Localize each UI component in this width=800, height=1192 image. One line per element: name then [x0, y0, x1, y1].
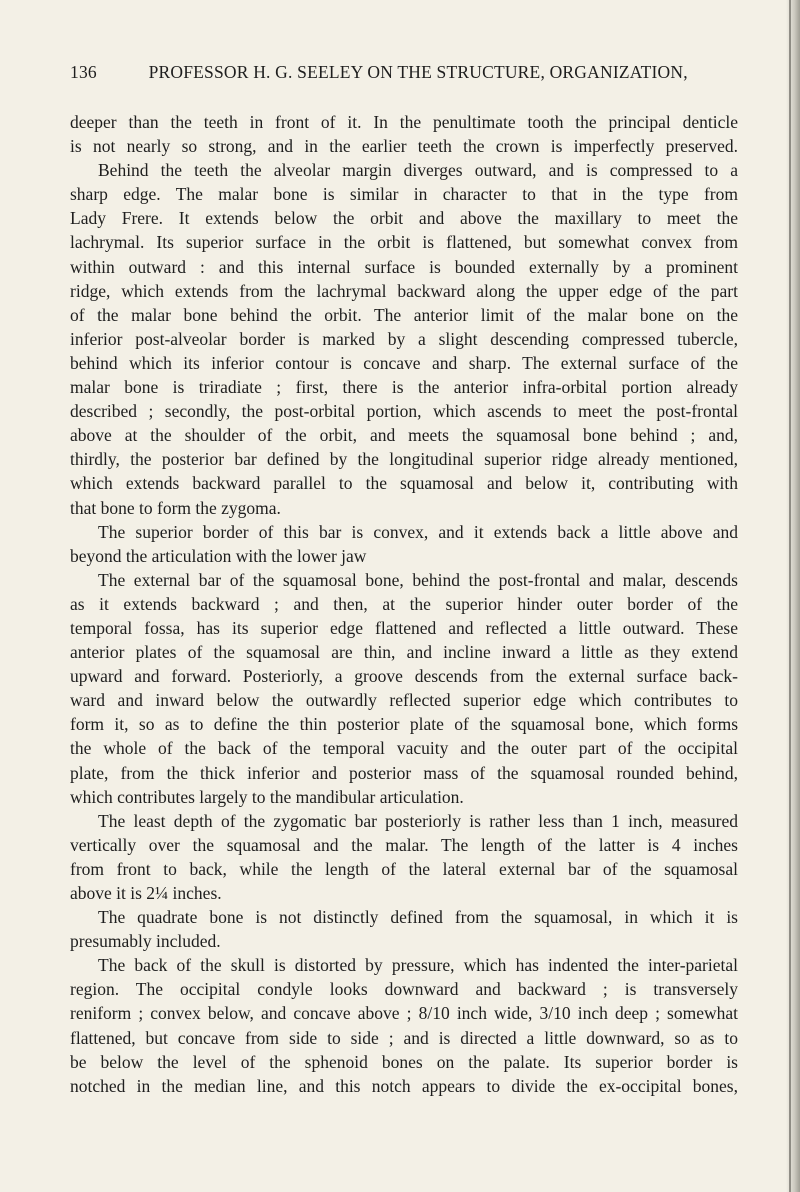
page-number: 136	[70, 62, 97, 82]
text-line: of the malar bone behind the orbit. The anterior limit of the malar bone on the	[70, 304, 738, 325]
text-line: inferior post-alveolar border is marked by a slight descending compressed tubercle,	[70, 328, 738, 349]
text-line: be below the level of the sphenoid bones on the palate. Its superior border is	[70, 1051, 738, 1072]
text-line: ward and inward below the outwardly reflected superior edge which contributes to	[70, 690, 738, 711]
text-line: The least depth of the zygomatic bar posteriorly is rather less than 1 inch, measured	[98, 810, 738, 831]
text-line: deeper than the teeth in front of it. In the penultimate tooth the principal denticle	[70, 112, 738, 132]
text-line: form it, so as to define the thin posterior plate of the squamosal bone, which forms	[70, 714, 738, 735]
text-line: region. The occipital condyle looks downward and backward ; is transversely	[70, 979, 738, 1000]
text-line: The back of the skull is distorted by pressure, which has indented the inter-parietal	[98, 955, 738, 976]
text-line: lachrymal. Its superior surface in the orbit is flattened, but somewhat convex from	[70, 232, 738, 253]
text-line: vertically over the squamosal and the malar. The length of the latter is 4 inches	[70, 834, 738, 855]
running-title: PROFESSOR H. G. SEELEY ON THE STRUCTURE, ORGANIZATION,	[148, 62, 688, 82]
text-line: from front to back, while the length of the lateral external bar of the squamosal	[70, 858, 738, 879]
text-line: temporal fossa, has its superior edge flattened and reflected a little outward. These	[70, 617, 738, 638]
text-line: upward and forward. Posteriorly, a groove descends from the external surface back-	[70, 666, 738, 687]
text-line: behind which its inferior contour is concave and sharp. The external surface of the	[70, 352, 738, 373]
text-line: Lady Frere. It extends below the orbit and above the maxillary to meet the	[70, 208, 738, 229]
text-line: as it extends backward ; and then, at the superior hinder outer border of the	[70, 593, 738, 614]
text-line: above it is 2¼ inches.	[70, 883, 222, 903]
running-header	[70, 62, 710, 83]
text-line: anterior plates of the squamosal are thin, and incline inward a little as they extend	[70, 642, 738, 663]
text-line: that bone to form the zygoma.	[70, 497, 281, 518]
text-line: The superior border of this bar is convex, and it extends back a little above and	[98, 521, 738, 542]
text-line: notched in the median line, and this notch appears to divide the ex-occipital bones,	[70, 1075, 738, 1096]
text-line: Behind the teeth the alveolar margin diverges outward, and is compressed to a	[98, 160, 738, 181]
text-line: is not nearly so strong, and in the earlier teeth the crown is imperfectly preserved.	[70, 136, 738, 157]
text-line: within outward : and this internal surface is bounded externally by a prominent	[70, 256, 738, 277]
text-line: which extends backward parallel to the squamosal and below it, contributing with	[70, 473, 738, 494]
page-edge-line	[789, 0, 791, 1192]
text-line: The quadrate bone is not distinctly defined from the squamosal, in which it is	[98, 907, 738, 928]
text-line: reniform ; convex below, and concave above ; 8/10 inch wide, 3/10 inch deep ; somewhat	[70, 1003, 738, 1024]
body-text	[70, 110, 738, 1098]
text-line: malar bone is triradiate ; first, there is the anterior infra-orbital portion already	[70, 377, 738, 398]
text-line: The external bar of the squamosal bone, behind the post-frontal and malar, descends	[98, 569, 738, 590]
text-line: ridge, which extends from the lachrymal backward along the upper edge of the part	[70, 280, 738, 301]
text-line: sharp edge. The malar bone is similar in character to that in the type from	[70, 184, 738, 205]
text-line: the whole of the back of the temporal vacuity and the outer part of the occipital	[70, 738, 738, 759]
text-line: described ; secondly, the post-orbital portion, which ascends to meet the post-frontal	[70, 401, 738, 422]
text-line: plate, from the thick inferior and posterior mass of the squamosal rounded behind,	[70, 762, 738, 783]
text-line: thirdly, the posterior bar defined by the longitudinal superior ridge already mentioned,	[70, 449, 738, 470]
text-line: beyond the articulation with the lower jaw	[70, 545, 367, 566]
text-line: flattened, but concave from side to side ; and is directed a little downward, so as to	[70, 1027, 738, 1048]
text-line: presumably included.	[70, 931, 221, 952]
text-line: which contributes largely to the mandibular articulation.	[70, 786, 464, 807]
text-line: above at the shoulder of the orbit, and meets the squamosal bone behind ; and,	[70, 425, 738, 446]
